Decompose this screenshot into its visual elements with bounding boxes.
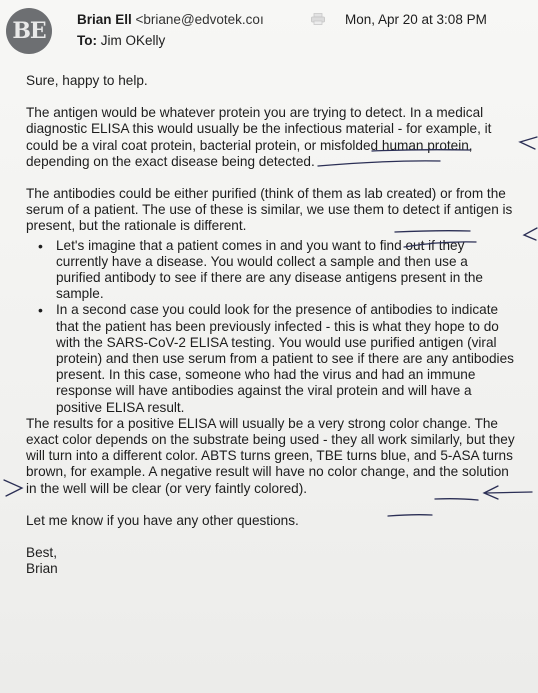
results-paragraph: The results for a positive ELISA will usually be a very strong color change. The exact color depends on the substrate being used - they all work similarly, but they will turn into a different color. ABTS turns green, TBE turns blue, and 5-ASA turns brown, for example. A negative result will have no color change, and the solution in the well will be clear (or very faintly colored). [26, 415, 515, 496]
underline-we-use-them [404, 242, 476, 247]
greeting: Sure, happy to help. [26, 73, 148, 88]
signoff: Best, [26, 545, 57, 561]
sent-date: Mon, Apr 20 at 3:08 PM [345, 12, 487, 27]
antigen-paragraph: The antigen would be whatever protein you are trying to detect. In a medical diagnostic ELISA this would usually be the infectious material - for example, it could be a viral coat protein, bacterial protein, or misfolded human protein, depending on the exact disease being detected. [26, 105, 492, 169]
sender-name[interactable]: Brian Ell [77, 12, 132, 27]
underline-infectious-material [372, 150, 470, 151]
arrow-color-icon [484, 486, 532, 499]
arrow-lab-created-icon [524, 228, 537, 240]
sender-avatar[interactable]: BE [6, 8, 52, 54]
recipient-name[interactable]: Jim OKelly [100, 33, 166, 48]
margin-arrow-results-icon [4, 480, 22, 496]
underline-color [435, 499, 478, 500]
to-label: To: [77, 33, 97, 48]
closing-question: Let me know if you have any other questions. [26, 512, 299, 528]
underline-bacterial-protein [318, 161, 440, 166]
underline-used [388, 515, 432, 516]
bullet-item-previous-infection: • In a second case you could look for the presence of antibodies to indicate that the patient has been previously infected - this is what they hope to do with the SARS-CoV-2 ELISA testing. You would use purified antigen (viral protein) and then use serum from a patient to see if there are any antibodies present. In this case, someone who had the virus and had an immune response will have antibodies against the viral protein and will have a positive ELISA result. [56, 302, 516, 415]
sender-email[interactable]: <briane@edvotek.coı [135, 12, 264, 27]
underline-lab-created [395, 231, 470, 232]
antibodies-paragraph: The antibodies could be either purified (think of them as lab created) or from the serum of a patient. The use of these is similar, we use them to detect if antigen is present, but the rationale is different. [26, 186, 513, 234]
signature: Brian [26, 561, 58, 577]
bullet-item-current-disease: • Let's imagine that a patient comes in and you want to find out if they currently have a disease. You would collect a sample and then use a purified antibody to see if there are any disease antigens present in the sample. [56, 238, 516, 303]
arrow-infectious-material-icon [520, 137, 537, 149]
